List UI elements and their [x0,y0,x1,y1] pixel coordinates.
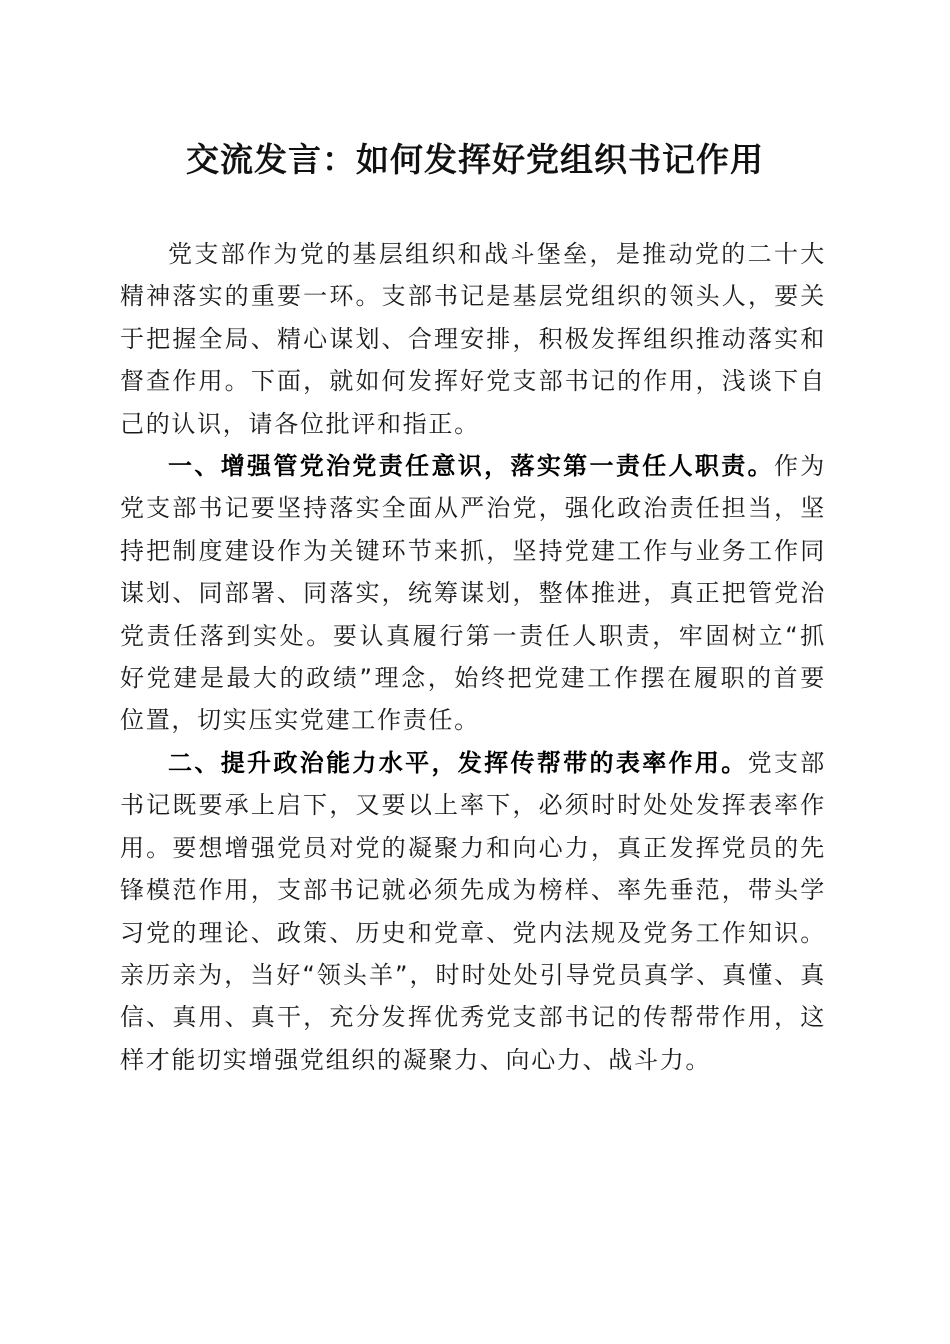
section-paragraph-2 [120,742,826,1081]
document-title: 交流发言：如何发挥好党组织书记作用 [186,140,764,179]
section-text-1: 作为党支部书记要坚持落实全面从严治党，强化政治责任担当，坚持把制度建设作为关键环节来抓，坚持党建工作与业务工作同谋划、同部署、同落实，统筹谋划，整体推进，真正把管党治党责任落到实处。要认真履行第一责任人职责，牢固树立“抓好党建是最大的政绩”理念，始终把党建工作摆在履职的首要位置，切实压实党建工作责任。 [120,452,826,735]
section-heading-1: 一、增强管党治党责任意识，落实第一责任人职责。 [168,452,774,481]
section-text-2: 党支部书记既要承上启下，又要以上率下，必须时时处处发挥表率作用。要想增强党员对党的凝聚力和向心力，真正发挥党员的先锋模范作用，支部书记就必须先成为榜样、率先垂范，带头学习党的理论、政策、历史和党章、党内法规及党务工作知识。亲历亲为，当好“领头羊”，时时处处引导党员真学、真懂、真信、真用、真干，充分发挥优秀党支部书记的传帮带作用，这样才能切实增强党组织的凝聚力、向心力、战斗力。 [120,748,826,1074]
section-heading-2: 二、提升政治能力水平，发挥传帮带的表率作用。 [168,748,748,777]
intro-paragraph: 党支部作为党的基层组织和战斗堡垒，是推动党的二十大精神落实的重要一环。支部书记是基层党组织的领头人，要关于把握全局、精心谋划、合理安排，积极发挥组织推动落实和督查作用。下面，就如何发挥好党支部书记的作用，浅谈下自己的认识，请各位批评和指正。 [120,240,826,438]
document-body [120,233,826,1081]
section-paragraph-1 [120,445,826,742]
